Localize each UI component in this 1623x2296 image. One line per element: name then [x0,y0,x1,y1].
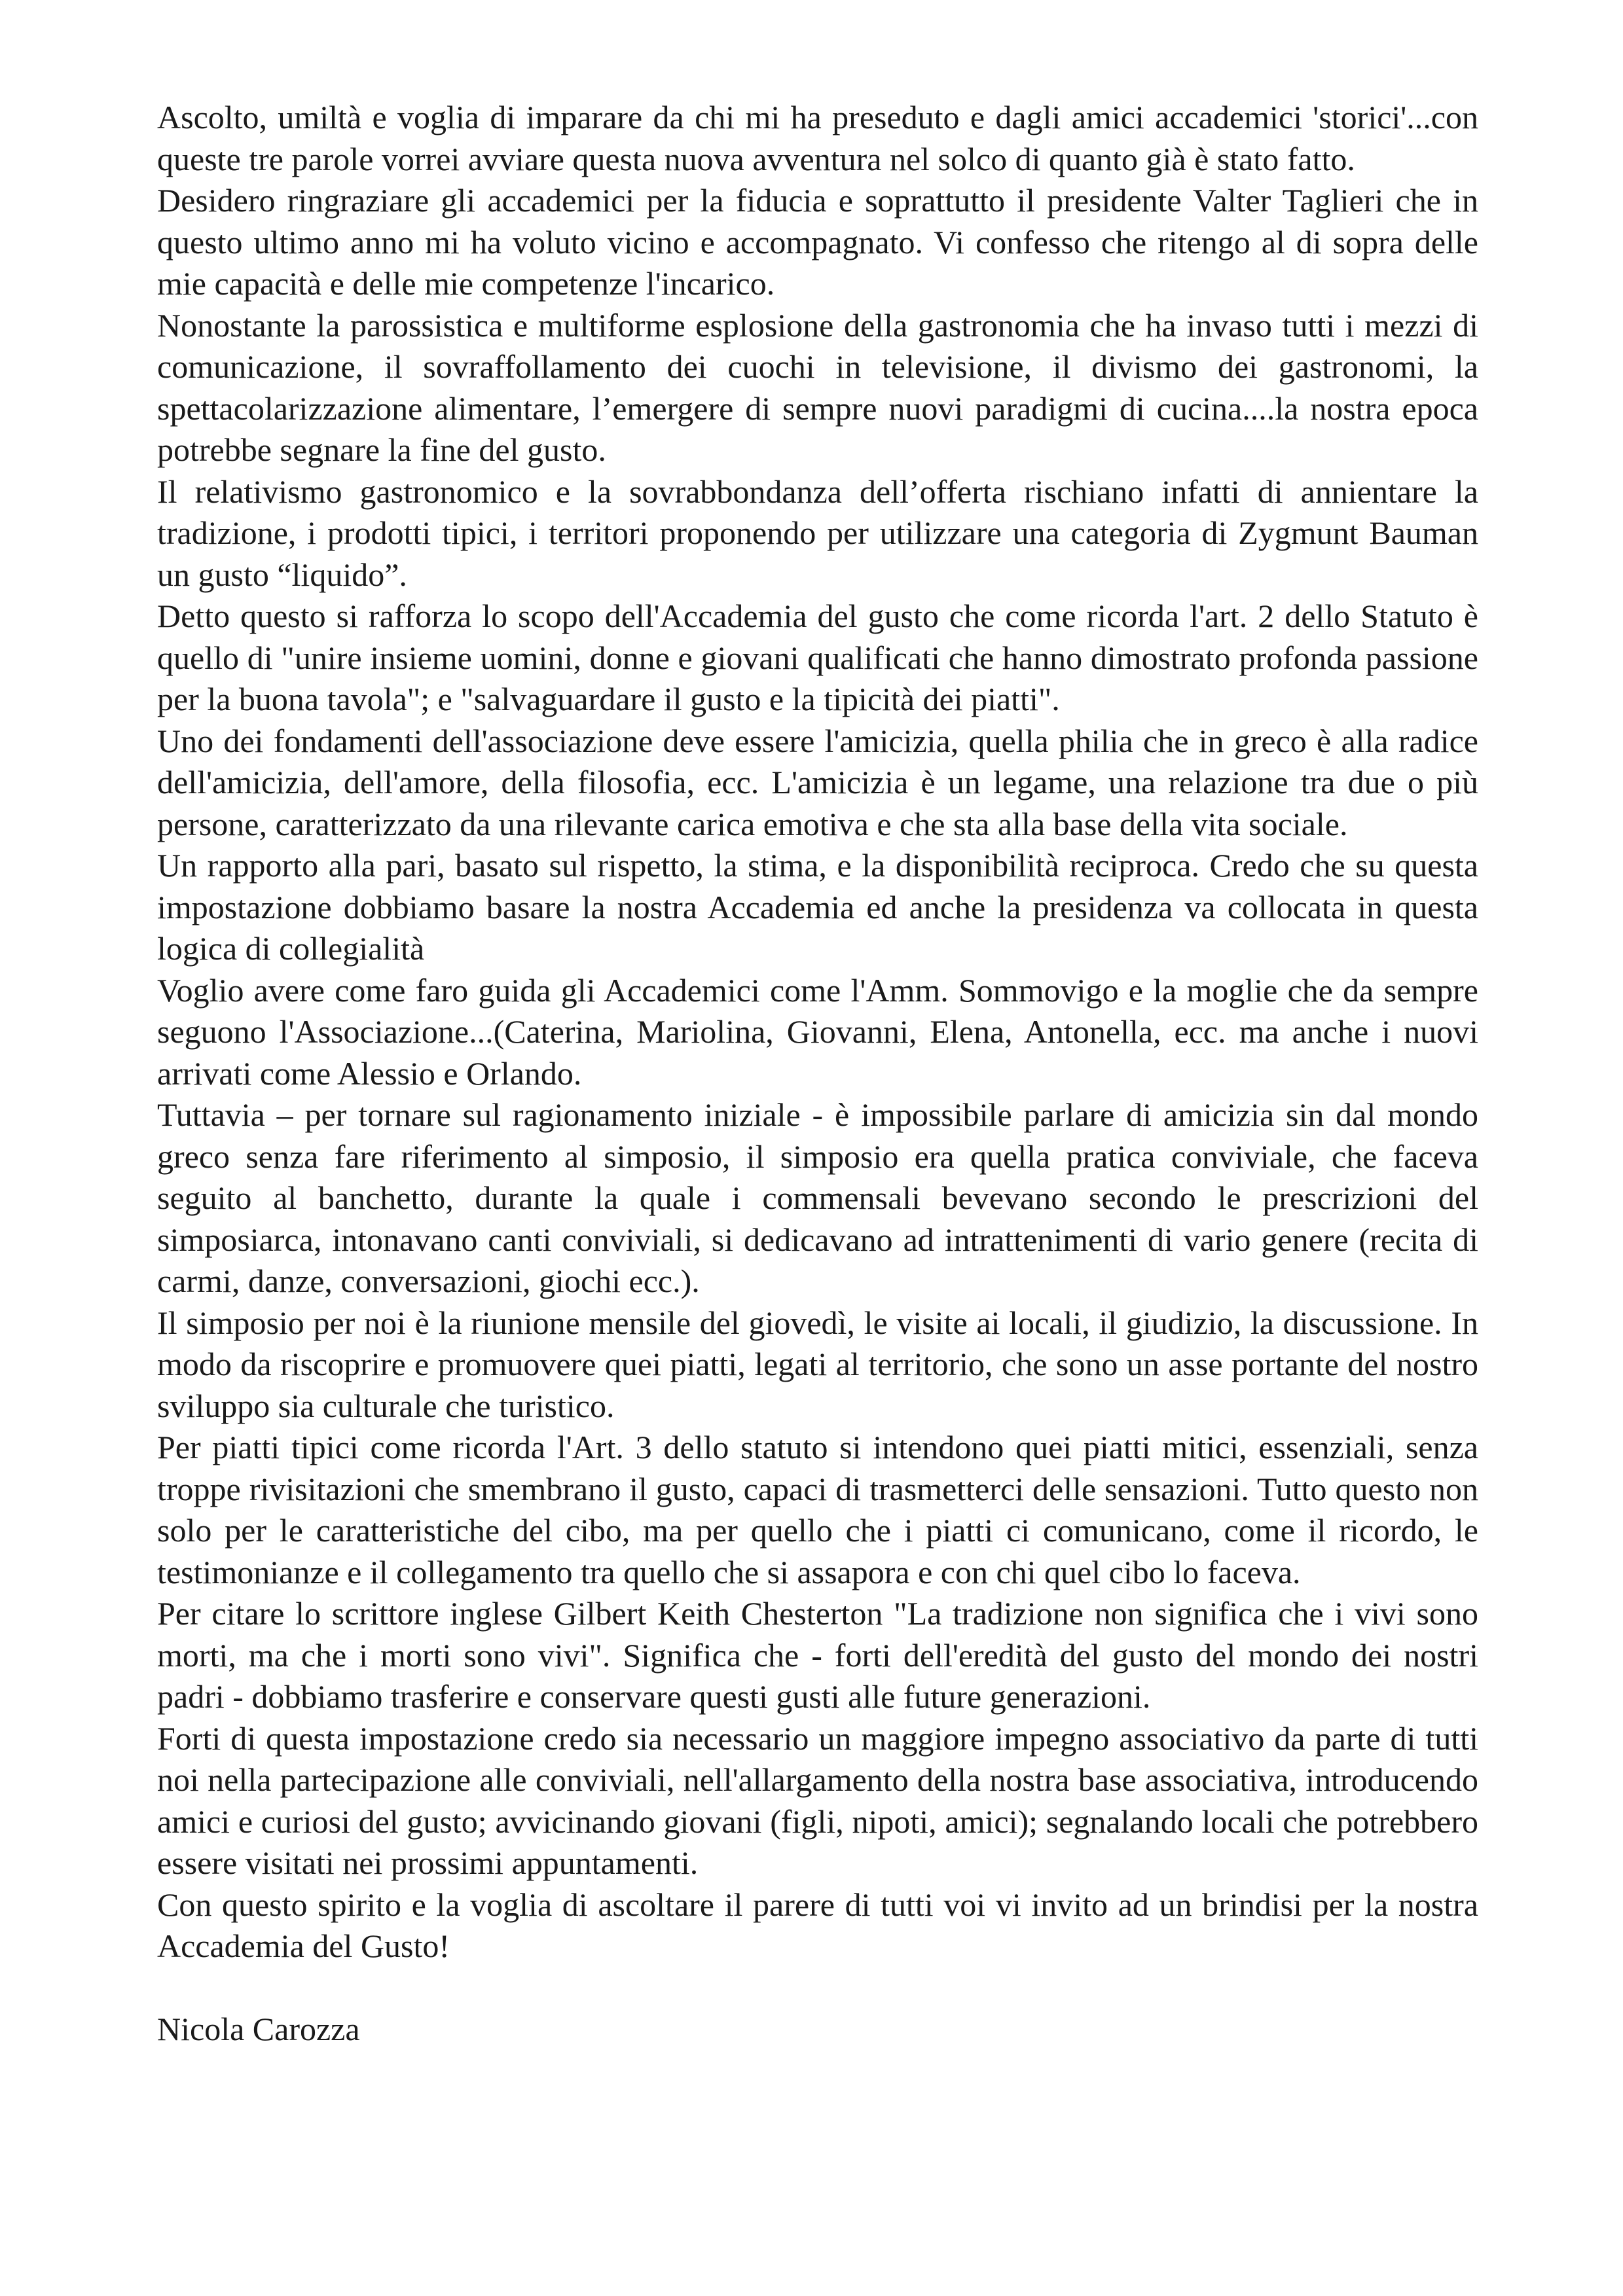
paragraph-5: Detto questo si rafforza lo scopo dell'Accademia del gusto che come ricorda l'art. 2 dello Statuto è quello di "unire insieme uomini, donne e giovani qualificati che hanno dimostrato profonda passione per la buona tavola"; e "salvaguardare il gusto e la tipicità dei piatti". [157,598,1478,717]
paragraph-6: Uno dei fondamenti dell'associazione deve essere l'amicizia, quella philia che in greco è alla radice dell'amicizia, dell'amore, della filosofia, ecc. L'amicizia è un legame, una relazione tra due o più persone, caratterizzato da una rilevante carica emotiva e che sta alla base della vita sociale. [157,722,1478,842]
paragraph-2: Desidero ringraziare gli accademici per la fiducia e soprattutto il presidente Valter Taglieri che in questo ultimo anno mi ha voluto vicino e accompagnato. Vi confesso che ritengo al di sopra delle mie capacità e delle mie competenze l'incarico. [157,182,1478,302]
document-page [157,97,1478,2051]
paragraph-7: Un rapporto alla pari, basato sul rispetto, la stima, e la disponibilità reciproca. Credo che su questa impostazione dobbiamo basare la nostra Accademia ed anche la presidenza va collocata in questa logica di collegialità [157,847,1478,967]
document-body [157,97,1478,1967]
paragraph-14: Con questo spirito e la voglia di ascoltare il parere di tutti voi vi invito ad un brindisi per la nostra Accademia del Gusto! [157,1886,1478,1964]
paragraph-11: Per piatti tipici come ricorda l'Art. 3 dello statuto si intendono quei piatti mitici, essenziali, senza troppe rivisitazioni che smembrano il gusto, capaci di trasmetterci delle sensazioni. Tutto questo non solo per le caratteristiche del cibo, ma per quello che i piatti ci comunicano, come il ricordo, le testimonianze e il collegamento tra quello che si assapora e con chi quel cibo lo faceva. [157,1429,1478,1590]
author-signature: Nicola Carozza [157,2011,360,2047]
paragraph-9: Tuttavia – per tornare sul ragionamento iniziale - è impossibile parlare di amicizia sin dal mondo greco senza fare riferimento al simposio, il simposio era quella pratica conviviale, che faceva seguito al banchetto, durante la quale i commensali bevevano secondo le prescrizioni del simposiarca, intonavano canti conviviali, si dedicavano ad intrattenimenti di vario genere (recita di carmi, danze, conversazioni, giochi ecc.). [157,1096,1478,1299]
paragraph-8: Voglio avere come faro guida gli Accademici come l'Amm. Sommovigo e la moglie che da sempre seguono l'Associazione...(Caterina, Mariolina, Giovanni, Elena, Antonella, ecc. ma anche i nuovi arrivati come Alessio e Orlando. [157,971,1478,1092]
paragraph-12: Per citare lo scrittore inglese Gilbert Keith Chesterton "La tradizione non significa che i vivi sono morti, ma che i morti sono vivi". Significa che - forti dell'eredità del gusto del mondo dei nostri padri - dobbiamo trasferire e conservare questi gusti alle future generazioni. [157,1595,1478,1715]
paragraph-13: Forti di questa impostazione credo sia necessario un maggiore impegno associativo da parte di tutti noi nella partecipazione alle conviviali, nell'allargamento della nostra base associativa, introducendo amici e curiosi del gusto; avvicinando giovani (figli, nipoti, amici); segnalando locali che potrebbero essere visitati nei prossimi appuntamenti. [157,1719,1478,1881]
paragraph-3: Nonostante la parossistica e multiforme esplosione della gastronomia che ha invaso tutti i mezzi di comunicazione, il sovraffollamento dei cuochi in televisione, il divismo dei gastronomi, la spettacolarizzazione alimentare, l’emergere di sempre nuovi paradigmi di cucina....la nostra epoca potrebbe segnare la fine del gusto. [157,306,1478,468]
paragraph-1: Ascolto, umiltà e voglia di imparare da chi mi ha preseduto e dagli amici accademici 'storici'...con queste tre parole vorrei avviare questa nuova avventura nel solco di quanto già è stato fatto. [157,99,1478,177]
paragraph-10: Il simposio per noi è la riunione mensile del giovedì, le visite ai locali, il giudizio, la discussione. In modo da riscoprire e promuovere quei piatti, legati al territorio, che sono un asse portante del nostro sviluppo sia culturale che turistico. [157,1304,1478,1424]
paragraph-4: Il relativismo gastronomico e la sovrabbondanza dell’offerta rischiano infatti di annientare la tradizione, i prodotti tipici, i territori proponendo per utilizzare una categoria di Zygmunt Bauman un gusto “liquido”. [157,473,1478,593]
